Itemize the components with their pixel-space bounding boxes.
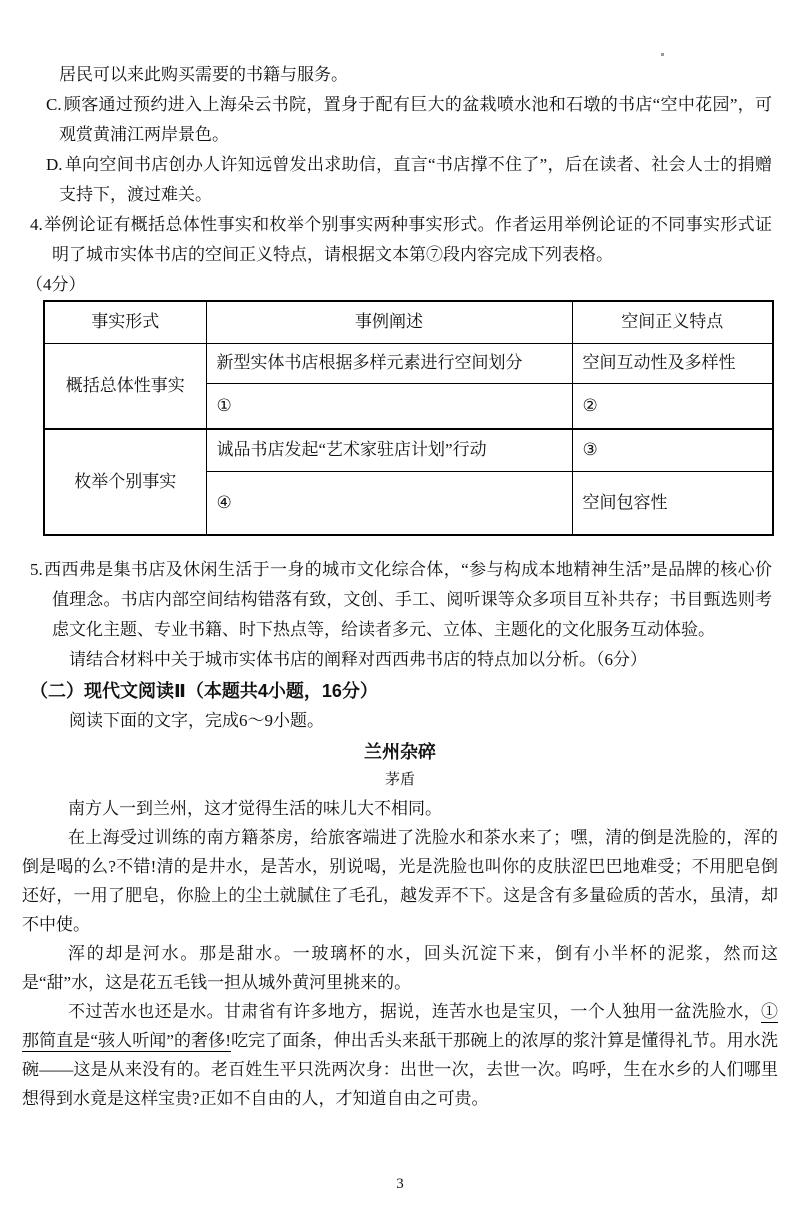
table-cell-example-1: 新型实体书店根据多样元素进行空间划分 [206,343,572,383]
table-cell-blank-3: ③ [572,429,773,471]
question-5 [30,555,772,645]
scan-artifact-dot [661,53,664,56]
option-d-label: D. [46,155,63,174]
table-cell-general-fact: 概括总体性事实 [44,343,206,429]
passage-paragraph-4-pre: 不过苦水也还是水。甘肃省有许多地方，据说，连苦水也是宝贝，一个人独用一盆洗脸水， [68,1002,761,1021]
passage-paragraph-4-post: 吃完了面条，伸出舌头来舐干那碗上的浓厚的浆汁算是懂得礼节。用水洗碗——这是从来没有的。老百姓生平只洗两次身：出世一次，去世一次。呜呼，生在水乡的人们哪里想得到水竟是这样宝贵?正如不自由的人，才知道自由之可贵。 [22,1031,778,1108]
passage-title: 兰州杂碎 [364,742,436,762]
passage-paragraph-4 [22,997,778,1113]
question-4-text: 举例论证有概括总体性事实和枚举个别事实两种事实形式。作者运用举例论证的不同事实形式证明了城市实体书店的空间正义特点，请根据文本第⑦段内容完成下列表格。 [43,215,772,264]
table-cell-feature-4: 空间包容性 [572,471,773,535]
question-5-text: 西西弗是集书店及休闲生活于一身的城市文化综合体，“参与构成本地精神生活”是品牌的核心价值理念。书店内部空间结构错落有致，文创、手工、阅听课等众多项目互补共存；书目甄选则考虑文化主题、专业书籍、时下热点等，给读者多元、立体、主题化的文化服务互动体验。 [43,560,772,639]
question-4 [30,210,772,270]
table-header-feature: 空间正义特点 [572,301,773,343]
passage-paragraph-2: 在上海受过训练的南方籍茶房，给旅客端进了洗脸水和茶水来了；嘿，清的倒是洗脸的，浑的倒是喝的么?不错!清的是井水，是苦水，别说喝，光是洗脸也叫你的皮肤涩巴巴地难受；不用肥皂倒还好，一用了肥皂，你脸上的尘土就腻住了毛孔，越发弄不下。这是含有多量硷质的苦水，虽清，却不中使。 [22,828,778,934]
table-cell-individual-fact: 枚举个别事实 [44,429,206,535]
table-cell-feature-1: 空间互动性及多样性 [572,343,773,383]
page-number: 3 [396,1176,404,1192]
table-cell-blank-2: ② [572,383,773,429]
section-2-instruction: 阅读下面的文字，完成6～9小题。 [69,711,324,730]
table-cell-blank-4: ④ [206,471,572,535]
question-4-score: （4分） [26,275,86,294]
option-d [46,150,772,210]
question-5-number: 5. [30,560,43,579]
option-b-tail-text: 居民可以来此购买需要的书籍与服务。 [59,65,348,84]
passage-paragraph-3: 浑的却是河水。那是甜水。一玻璃杯的水，回头沉淀下来，倒有小半杯的泥浆，然而这是“甜”水，这是花五毛钱一担从城外黄河里挑来的。 [22,944,778,992]
passage-underlined-sentence-1: ①那简直是“骇人听闻”的奢侈! [22,1002,778,1050]
passage-paragraph-1: 南方人一到兰州，这才觉得生活的味儿大不相同。 [68,799,442,818]
option-c-label: C. [46,95,62,114]
passage-body [22,794,778,1113]
option-c [46,90,772,150]
option-d-text: 单向空间书店创办人许知远曾发出求助信，直言“书店撑不住了”，后在读者、社会人士的捐赠支持下，渡过难关。 [59,155,772,204]
table-row [44,343,773,383]
option-c-text: 顾客通过预约进入上海朵云书院，置身于配有巨大的盆栽喷水池和石墩的书店“空中花园”，可观赏黄浦江两岸景色。 [59,95,772,144]
table-row [44,429,773,471]
table-cell-blank-1: ① [206,383,572,429]
question-4-table [43,300,774,536]
table-header-example: 事例阐述 [206,301,572,343]
section-2-heading: （二）现代文阅读Ⅱ（本题共4小题，16分） [30,681,378,701]
passage-author: 茅盾 [384,772,415,788]
table-header-row [44,301,773,343]
table-cell-example-2: 诚品书店发起“艺术家驻店计划”行动 [206,429,572,471]
question-5-followup: 请结合材料中关于城市实体书店的阐释对西西弗书店的特点加以分析。（6分） [69,650,647,669]
table-header-fact-form: 事实形式 [44,301,206,343]
question-4-number: 4. [30,215,43,234]
